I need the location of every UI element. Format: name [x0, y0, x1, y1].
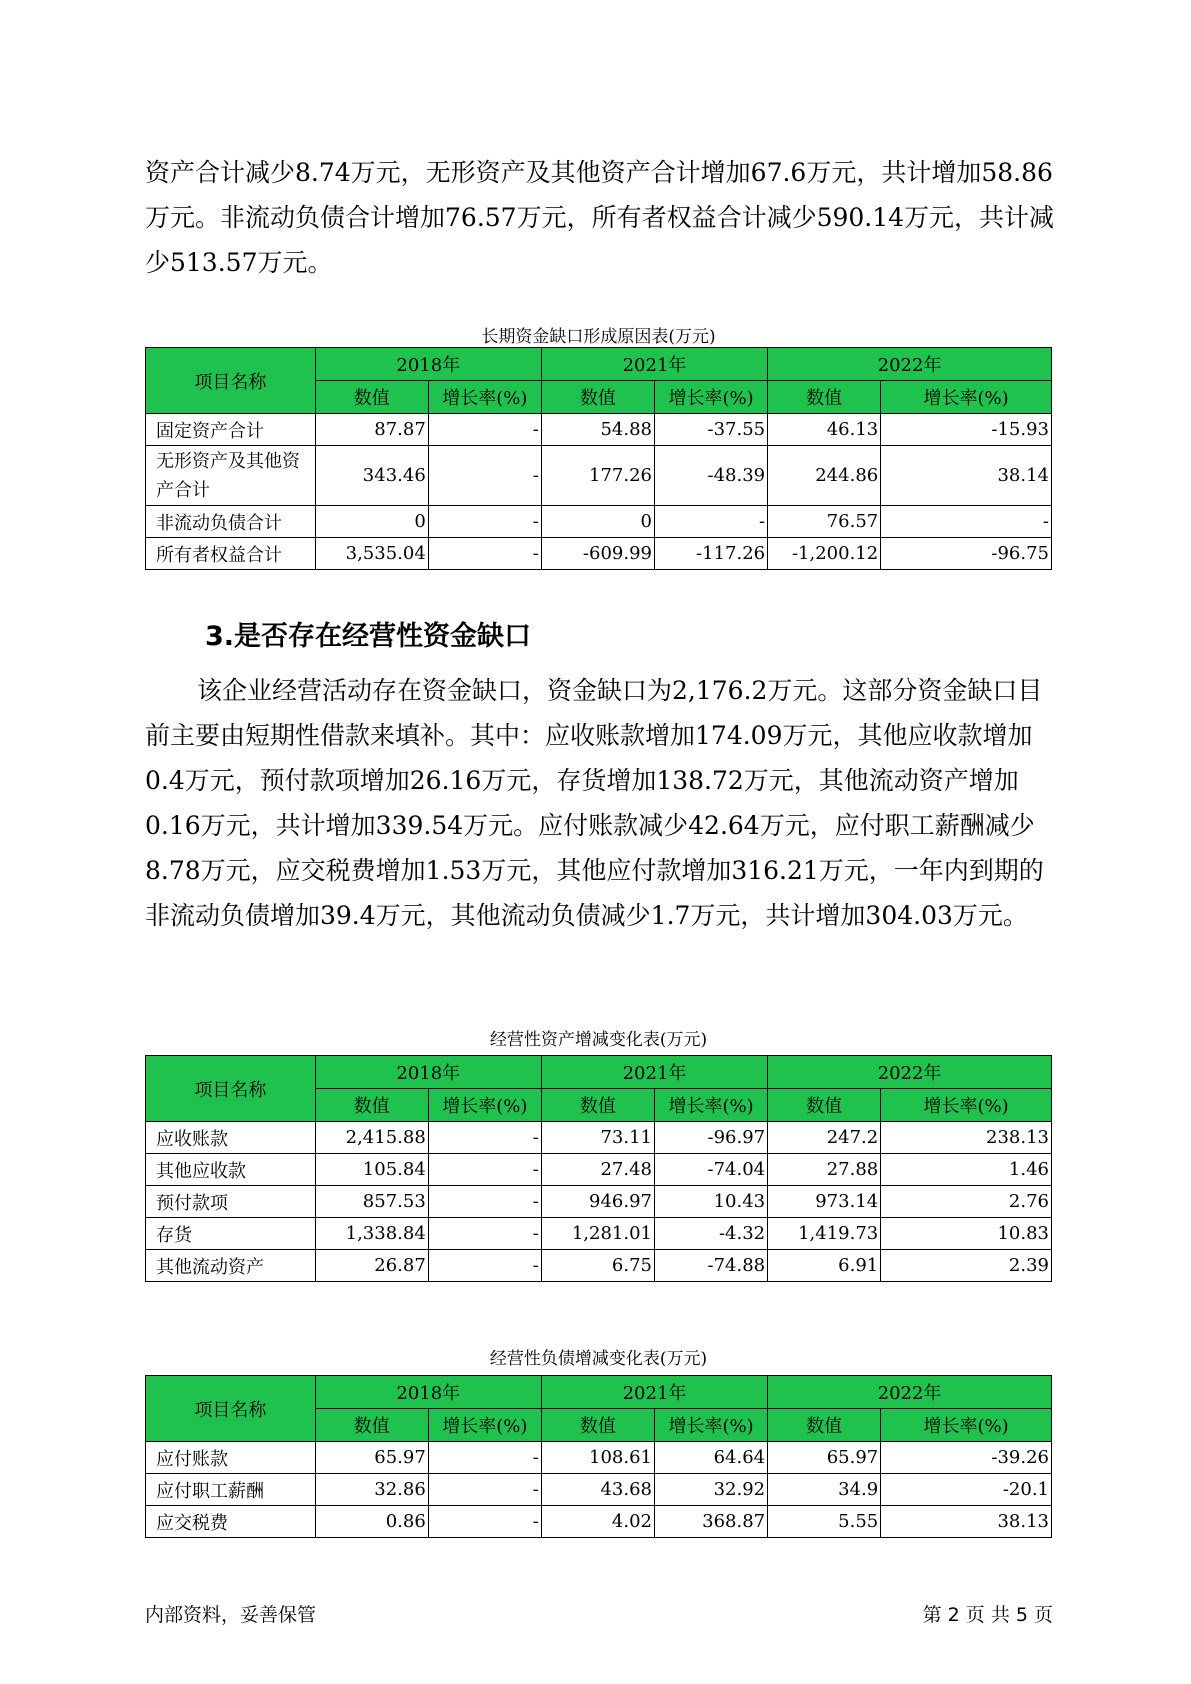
cell-value: 54.88 [541, 414, 654, 446]
cell-growth: - [428, 1186, 541, 1218]
cell-value: 6.91 [768, 1250, 881, 1282]
cell-growth: - [428, 1218, 541, 1250]
cell-value: 1,419.73 [768, 1218, 881, 1250]
header-item-name: 项目名称 [146, 1056, 316, 1122]
section-heading: 3.是否存在经营性资金缺口 [205, 621, 532, 652]
cell-value: -609.99 [541, 538, 654, 570]
cell-growth: - [655, 506, 768, 538]
table-2-caption: 经营性资产增减变化表(万元) [489, 1030, 708, 1050]
cell-value: 27.88 [768, 1154, 881, 1186]
header-year-2018: 2018年 [315, 1056, 541, 1089]
operating-liabilities-table [145, 1375, 1052, 1538]
cell-growth: -96.97 [655, 1122, 768, 1154]
cell-growth: - [881, 506, 1052, 538]
header-value: 数值 [315, 1409, 428, 1442]
table-row [146, 1474, 1052, 1506]
footer-page-number: 第 2 页 共 5 页 [922, 1604, 1053, 1626]
header-year-2018: 2018年 [315, 1376, 541, 1409]
cell-growth: -39.26 [881, 1442, 1052, 1474]
cell-growth: -37.55 [655, 414, 768, 446]
operating-assets-table [145, 1055, 1052, 1282]
cell-value: 177.26 [541, 446, 654, 506]
cell-value: 76.57 [768, 506, 881, 538]
cell-value: 6.75 [541, 1250, 654, 1282]
cell-value: 46.13 [768, 414, 881, 446]
table-row [146, 538, 1052, 570]
header-growth: 增长率(%) [655, 1409, 768, 1442]
cell-value: 5.55 [768, 1506, 881, 1538]
cell-value: 34.9 [768, 1474, 881, 1506]
cell-growth: - [428, 1250, 541, 1282]
table-row [146, 1250, 1052, 1282]
cell-growth: - [428, 446, 541, 506]
row-label: 其他应收款 [146, 1154, 316, 1186]
row-label: 预付款项 [146, 1186, 316, 1218]
row-label: 应付账款 [146, 1442, 316, 1474]
table-row [146, 1122, 1052, 1154]
cell-value: 2,415.88 [315, 1122, 428, 1154]
cell-value: 0 [315, 506, 428, 538]
header-year-2021: 2021年 [541, 1376, 767, 1409]
cell-value: 343.46 [315, 446, 428, 506]
header-year-2021: 2021年 [541, 1056, 767, 1089]
cell-growth: - [428, 1442, 541, 1474]
cell-value: -1,200.12 [768, 538, 881, 570]
cell-value: 857.53 [315, 1186, 428, 1218]
cell-value: 244.86 [768, 446, 881, 506]
header-year-2022: 2022年 [768, 1376, 1052, 1409]
header-value: 数值 [315, 1089, 428, 1122]
cell-value: 65.97 [315, 1442, 428, 1474]
header-growth: 增长率(%) [881, 381, 1052, 414]
table-3-caption: 经营性负债增减变化表(万元) [489, 1349, 708, 1369]
header-value: 数值 [768, 381, 881, 414]
cell-growth: -48.39 [655, 446, 768, 506]
cell-growth: - [428, 1506, 541, 1538]
cell-growth: - [428, 1122, 541, 1154]
cell-value: 105.84 [315, 1154, 428, 1186]
header-growth: 增长率(%) [428, 1409, 541, 1442]
cell-growth: 38.13 [881, 1506, 1052, 1538]
table-1-caption: 长期资金缺口形成原因表(万元) [481, 327, 716, 347]
cell-value: 65.97 [768, 1442, 881, 1474]
header-value: 数值 [541, 1409, 654, 1442]
cell-growth: -74.04 [655, 1154, 768, 1186]
cell-growth: 368.87 [655, 1506, 768, 1538]
cell-value: 32.86 [315, 1474, 428, 1506]
cell-value: 73.11 [541, 1122, 654, 1154]
header-year-2018: 2018年 [315, 348, 541, 381]
cell-growth: - [428, 1154, 541, 1186]
row-label: 存货 [146, 1218, 316, 1250]
header-year-2022: 2022年 [768, 348, 1052, 381]
cell-value: 87.87 [315, 414, 428, 446]
row-label: 应付职工薪酬 [146, 1474, 316, 1506]
cell-value: 4.02 [541, 1506, 654, 1538]
header-item-name: 项目名称 [146, 348, 316, 414]
header-item-name: 项目名称 [146, 1376, 316, 1442]
table-row [146, 1186, 1052, 1218]
cell-value: 1,338.84 [315, 1218, 428, 1250]
cell-growth: 2.39 [881, 1250, 1052, 1282]
header-year-2022: 2022年 [768, 1056, 1052, 1089]
footer-confidential-note: 内部资料，妥善保管 [145, 1604, 317, 1626]
header-growth: 增长率(%) [428, 381, 541, 414]
cell-growth: -117.26 [655, 538, 768, 570]
cell-growth: -74.88 [655, 1250, 768, 1282]
header-value: 数值 [768, 1089, 881, 1122]
cell-growth: 10.83 [881, 1218, 1052, 1250]
table-row [146, 446, 1052, 506]
table-row [146, 506, 1052, 538]
header-growth: 增长率(%) [428, 1089, 541, 1122]
header-year-2021: 2021年 [541, 348, 767, 381]
header-growth: 增长率(%) [881, 1089, 1052, 1122]
paragraph-2: 该企业经营活动存在资金缺口，资金缺口为2,176.2万元。这部分资金缺口目前主要由短期性借款来填补。其中：应收账款增加174.09万元，其他应收款增加0.4万元，预付款项增加26.16万元，存货增加138.72万元，其他流动资产增加0.16万元，共计增加339.54万元。应付账款减少42.64万元，应付职工薪酬减少8.78万元，应交税费增加1.53万元，其他应付款增加316.21万元，一年内到期的非流动负债增加39.4万元，其他流动负债减少1.7万元，共计增加304.03万元。 [145, 676, 1044, 930]
cell-value: 108.61 [541, 1442, 654, 1474]
cell-value: 26.87 [315, 1250, 428, 1282]
cell-growth: -4.32 [655, 1218, 768, 1250]
cell-value: 27.48 [541, 1154, 654, 1186]
table-row [146, 1442, 1052, 1474]
cell-value: 946.97 [541, 1186, 654, 1218]
cell-value: 3,535.04 [315, 538, 428, 570]
cell-growth: 38.14 [881, 446, 1052, 506]
header-value: 数值 [315, 381, 428, 414]
cell-value: 43.68 [541, 1474, 654, 1506]
cell-growth: 238.13 [881, 1122, 1052, 1154]
cell-growth: -20.1 [881, 1474, 1052, 1506]
cell-growth: - [428, 1474, 541, 1506]
row-label: 应收账款 [146, 1122, 316, 1154]
row-label: 其他流动资产 [146, 1250, 316, 1282]
cell-growth: - [428, 414, 541, 446]
cell-value: 0.86 [315, 1506, 428, 1538]
cell-growth: 2.76 [881, 1186, 1052, 1218]
cell-value: 1,281.01 [541, 1218, 654, 1250]
header-growth: 增长率(%) [655, 381, 768, 414]
cell-growth: -15.93 [881, 414, 1052, 446]
header-value: 数值 [541, 381, 654, 414]
cell-growth: 64.64 [655, 1442, 768, 1474]
header-value: 数值 [541, 1089, 654, 1122]
row-label: 非流动负债合计 [146, 506, 316, 538]
cell-growth: 10.43 [655, 1186, 768, 1218]
cell-growth: 1.46 [881, 1154, 1052, 1186]
cell-value: 0 [541, 506, 654, 538]
table-row [146, 414, 1052, 446]
table-row [146, 1154, 1052, 1186]
long-term-funding-gap-table [145, 347, 1052, 570]
cell-growth: 32.92 [655, 1474, 768, 1506]
paragraph-1: 资产合计减少8.74万元，无形资产及其他资产合计增加67.6万元，共计增加58.86万元。非流动负债合计增加76.57万元，所有者权益合计减少590.14万元，共计减少513.57万元。 [145, 158, 1055, 277]
cell-value: 247.2 [768, 1122, 881, 1154]
header-growth: 增长率(%) [655, 1089, 768, 1122]
row-label: 无形资产及其他资产合计 [146, 446, 316, 506]
header-value: 数值 [768, 1409, 881, 1442]
cell-growth: - [428, 538, 541, 570]
cell-value: 973.14 [768, 1186, 881, 1218]
cell-growth: -96.75 [881, 538, 1052, 570]
row-label: 固定资产合计 [146, 414, 316, 446]
table-row [146, 1506, 1052, 1538]
header-growth: 增长率(%) [881, 1409, 1052, 1442]
row-label: 应交税费 [146, 1506, 316, 1538]
row-label: 所有者权益合计 [146, 538, 316, 570]
table-row [146, 1218, 1052, 1250]
cell-growth: - [428, 506, 541, 538]
